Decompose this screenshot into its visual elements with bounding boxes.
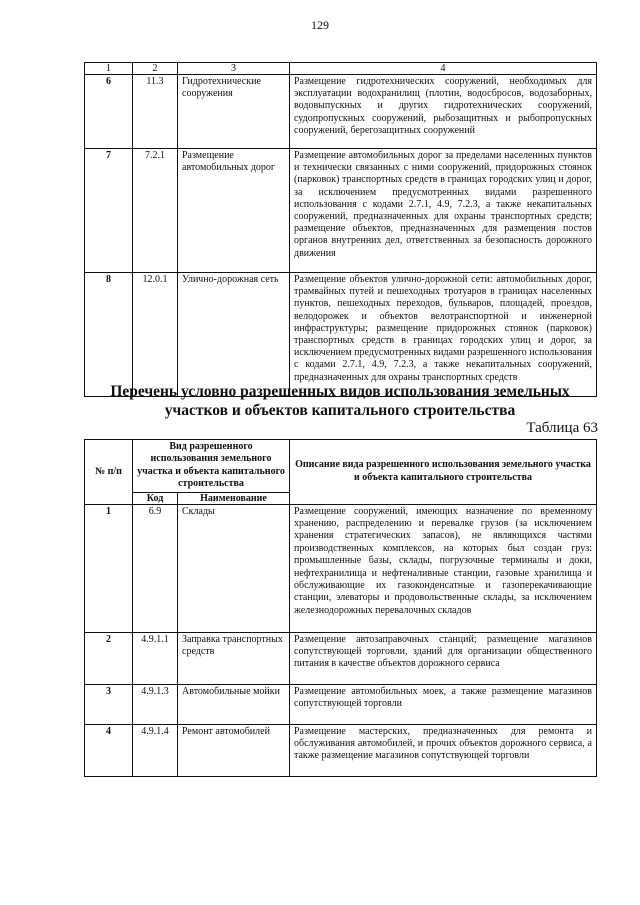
header-name: Наименование	[178, 492, 290, 504]
table-row	[85, 684, 597, 724]
use-code: 11.3	[133, 75, 178, 149]
header-code: Код	[133, 492, 178, 504]
table-row	[85, 632, 597, 684]
row-number: 2	[85, 632, 133, 684]
row-number: 1	[85, 504, 133, 632]
row-number: 7	[85, 149, 133, 273]
use-code: 12.0.1	[133, 273, 178, 397]
table-row	[85, 75, 597, 149]
use-code: 7.2.1	[133, 149, 178, 273]
table-header-row	[85, 440, 597, 493]
table-row	[85, 724, 597, 776]
column-number: 4	[290, 63, 597, 75]
use-description: Размещение автозаправочных станций; размещение магазинов сопутствующей торговли, зданий для организации общественного питания в качестве объектов дорожного сервиса	[290, 632, 597, 684]
header-use-type: Вид разрешенного использования земельного участка и объекта капитального строительства	[133, 440, 290, 493]
use-description: Размещение сооружений, имеющих назначение по временному хранению, распределению и перевалке грузов (за исключением хранения стратегических запасов), не являющихся частями производственных комплексов, на которых был создан груз: промышленные базы, склады, погрузочные терминалы и доки, нефтехранилища и нефтеналивные станции, газовые хранилища и обслуживающие их газоконденсатные и газоперекачивающие станции, элеваторы и продовольственные склады, за исключением железнодорожных перевалочных складов	[290, 504, 597, 632]
use-code: 4.9.1.3	[133, 684, 178, 724]
use-description: Размещение гидротехнических сооружений, необходимых для эксплуатации водохранилищ (плотин, водосбросов, водозаборных, водовыпускных и других гидротехнических сооружений, судопропускных сооружений, рыбозащитных и рыбопропускных сооружений, берегозащитных сооружений	[290, 75, 597, 149]
use-name: Заправка транспортных средств	[178, 632, 290, 684]
row-number: 8	[85, 273, 133, 397]
land-use-table-continued	[84, 62, 597, 397]
page-number: 129	[311, 18, 329, 32]
use-code: 6.9	[133, 504, 178, 632]
table-label: Таблица 63	[526, 420, 598, 436]
use-name: Размещение автомобильных дорог	[178, 149, 290, 273]
column-number: 2	[133, 63, 178, 75]
table-row	[85, 504, 597, 632]
section-title: Перечень условно разрешенных видов использования земельных участков и объектов капитального строительства	[110, 383, 570, 419]
use-name: Ремонт автомобилей	[178, 724, 290, 776]
use-description: Размещение объектов улично-дорожной сети: автомобильных дорог, трамвайных путей и пешеходных тротуаров в границах населенных пунктов, пешеходных переходов, бульваров, площадей, проездов, велодорожек и объектов велотранспортной и инженерной инфраструктуры; размещение придорожных стоянок (парковок) транспортных средств в границах городских улиц и дорог, за исключением предусмотренных видами разрешенного использования с кодами 2.7.1, 4.9, 7.2.3, а также некапитальных сооружений, предназначенных для охраны транспортных средств	[290, 273, 597, 397]
column-number: 3	[178, 63, 290, 75]
header-description: Описание вида разрешенного использования земельного участка и объекта капитального строительства	[290, 440, 597, 505]
use-description: Размещение автомобильных моек, а также размещение магазинов сопутствующей торговли	[290, 684, 597, 724]
table-row	[85, 149, 597, 273]
column-number: 1	[85, 63, 133, 75]
use-code: 4.9.1.4	[133, 724, 178, 776]
use-code: 4.9.1.1	[133, 632, 178, 684]
use-name: Улично-дорожная сеть	[178, 273, 290, 397]
use-name: Гидротехнические сооружения	[178, 75, 290, 149]
use-description: Размещение автомобильных дорог за пределами населенных пунктов и технически связанных с ними сооружений, придорожных стоянок (парковок) транспортных средств в границах городских улиц и дорог, за исключением предусмотренных видами разрешенного использования с кодами 2.7.1, 4.9, 7.2.3, а также некапитальных сооружений, предназначенных для охраны транспортных средств; размещение объектов, предназначенных для размещения постов органов внутренних дел, ответственных за безопасность дорожного движения	[290, 149, 597, 273]
use-name: Автомобильные мойки	[178, 684, 290, 724]
row-number: 4	[85, 724, 133, 776]
use-description: Размещение мастерских, предназначенных для ремонта и обслуживания автомобилей, и прочих объектов дорожного сервиса, а также размещение магазинов сопутствующей торговли	[290, 724, 597, 776]
row-number: 6	[85, 75, 133, 149]
use-name: Склады	[178, 504, 290, 632]
table-row	[85, 273, 597, 397]
row-number: 3	[85, 684, 133, 724]
column-number-row	[85, 63, 597, 75]
conditional-land-use-table	[84, 439, 597, 777]
header-row-number: № п/п	[85, 440, 133, 505]
